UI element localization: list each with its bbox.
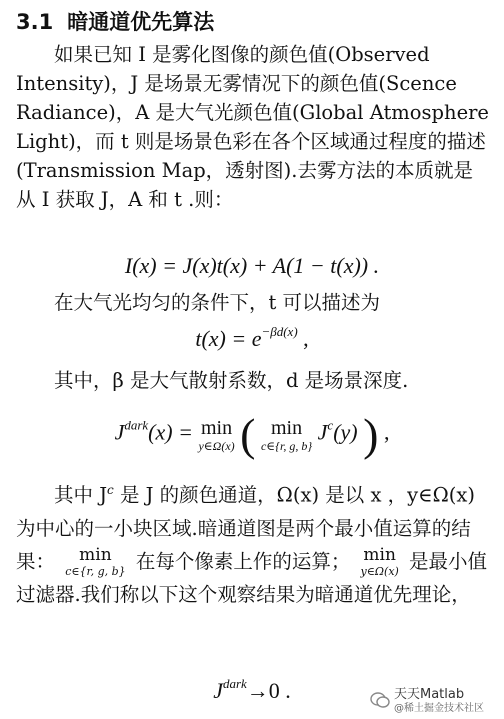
paragraph-beta-definition-text: 其中，β 是大气散射系数，d 是场景深度. (54, 369, 409, 392)
p4-min-channel (65, 547, 125, 577)
p4-part-a: 其中 J (54, 483, 108, 507)
equation-dark-superscript: dark (124, 417, 149, 433)
section-number: 3.1 (16, 10, 54, 34)
equation-dark-channel (0, 408, 504, 461)
paragraph-beta-definition (16, 366, 492, 395)
outer-min-subscript: y∈Ω(x) (198, 438, 235, 453)
p4-min-filter-sub: y∈Ω(x) (360, 565, 399, 578)
equation-transmission-exponent: −βd(x) (261, 324, 298, 339)
inner-min-subscript: c∈{r, g, b} (260, 438, 313, 453)
p4-min-filter (361, 547, 399, 577)
equation-prior-dark: dark (222, 676, 247, 691)
section-title: 暗通道优先算法 (67, 10, 215, 34)
right-big-paren: ) (363, 409, 379, 460)
watermark (394, 688, 484, 716)
equation-dark-arg: (x) = (148, 419, 193, 445)
equation-dark-argy: (y) (333, 419, 358, 445)
equation-dark-c: c (327, 417, 334, 433)
equation-prior-arrow: →0 . (246, 678, 291, 703)
paragraph-transmission-intro-text: 在大气光均匀的条件下，t 可以描述为 (54, 291, 381, 314)
p4-min-filter-word: min (363, 545, 396, 565)
p4-part-d: 是最小值过滤器.我们称以下这个观察结果为暗通道优先理论， (16, 549, 488, 606)
p4-min-channel-sub: c∈{r, g, b} (65, 565, 126, 578)
p4-part-b: 是 J 的颜色通道，Ω(x) 是以 x ，y∈Ω(x) 为中心的一小块区域.暗通道图是两个最小值运算的结果： (16, 483, 475, 573)
watermark-line2: @稀土掘金技术社区 (394, 703, 484, 714)
equation-dark-outer-min (198, 418, 234, 452)
p4-part-c: 在每个像素上作的运算； (129, 549, 351, 573)
equation-scattering-model (0, 253, 504, 279)
p4-sup-c: c (107, 483, 114, 497)
equation-scattering-model-text: I(x) = J(x)t(x) + A(1 − t(x)) . (124, 253, 380, 278)
paragraph-transmission-intro (16, 288, 492, 317)
paragraph-definitions-text: 如果已知 I 是雾化图像的颜色值(Observed Intensity)，J 是场景无雾情况下的颜色值(Scence Radiance)，A 是大气光颜色值(Global Atmosphere Light)，而 t 则是场景色彩在各个区域通过程度的描述(Transmission Map，透射图).去雾方法的本质就是从 I 获取 J，A 和 t .则： (16, 43, 489, 211)
equation-transmission-lhs: t(x) = e (195, 326, 262, 351)
left-big-paren: ( (240, 409, 256, 460)
outer-min-word: min (200, 416, 233, 439)
inner-min-word: min (271, 416, 303, 439)
paragraph-definitions (16, 40, 492, 214)
equation-transmission-tail: , (297, 326, 309, 351)
wechat-logo-icon (370, 690, 390, 710)
paragraph-dark-channel-explanation (16, 474, 492, 611)
equation-dark-Jc: J (317, 419, 328, 445)
equation-dark-tail: , (378, 419, 390, 445)
equation-transmission (0, 324, 504, 352)
watermark-line1: 天天Matlab (394, 687, 465, 702)
equation-prior-J: J (213, 678, 223, 703)
p4-min-channel-word: min (79, 545, 112, 565)
equation-dark-inner-min (261, 418, 312, 452)
section-heading (16, 6, 214, 36)
equation-dark-J: J (114, 419, 125, 445)
